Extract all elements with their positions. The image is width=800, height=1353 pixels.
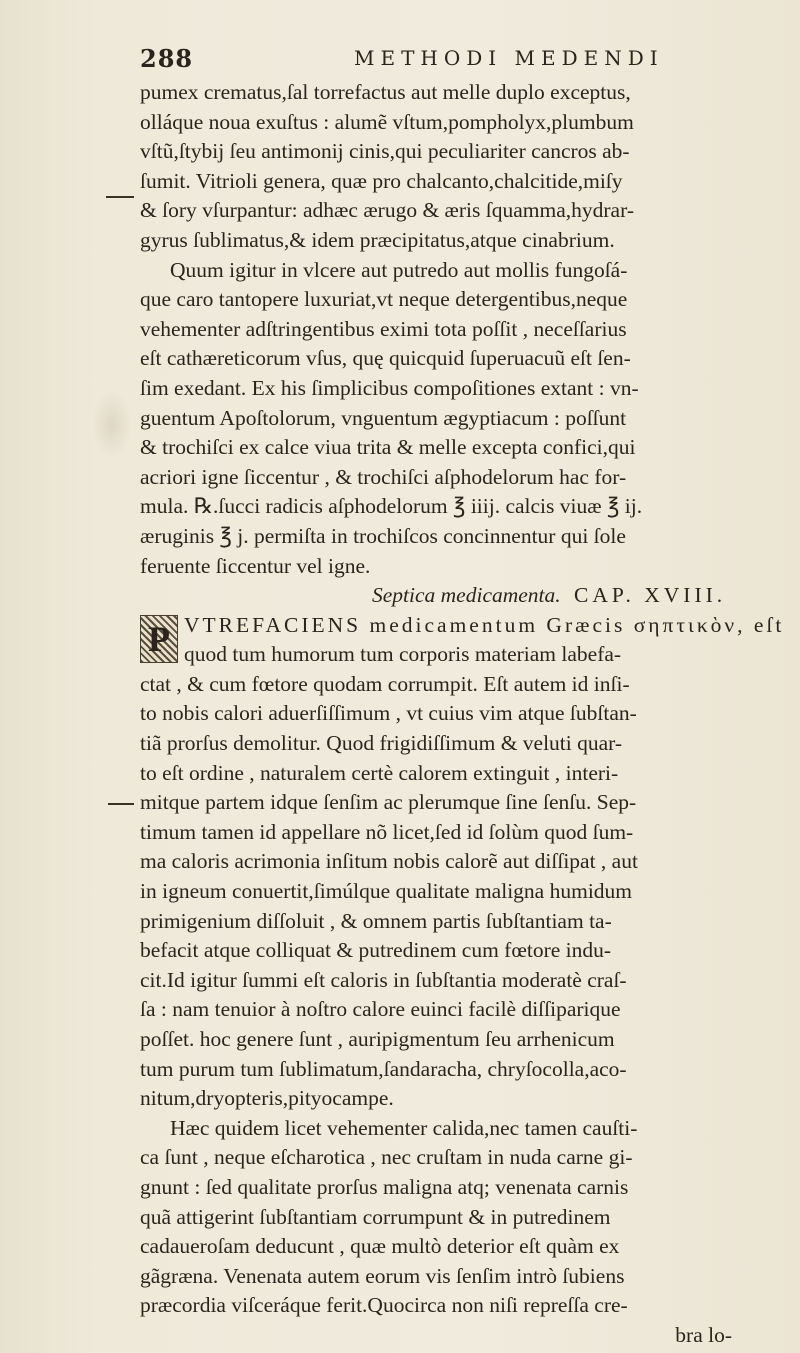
text-line: æruginis ℥ j. permiſta in trochiſcos concinnentur qui ſole <box>140 523 626 548</box>
text-line: quã attigerint ſubſtantiam corrumpunt & in putredinem <box>140 1204 611 1229</box>
text-line: ma caloris acrimonia inſitum nobis calorẽ aut diſſipat , aut <box>140 849 638 874</box>
text-line: mitque partem idque ſenſim ac plerumque ſine ſenſu. Sep- <box>140 790 637 815</box>
margin-mark <box>108 803 134 805</box>
text-line: VTREFACIENS medicamentum Græcis σηπτικὸν, eſt <box>184 612 785 637</box>
text-line: ſumit. Vitrioli genera, quæ pro chalcanto,chalcitide,miſy <box>140 168 623 193</box>
text-line: mula. ℞.ſucci radicis aſphodelorum ℥ iiij. calcis viuæ ℥ ij. <box>140 494 643 519</box>
paper-stain <box>92 390 132 460</box>
text-line: poſſet. hoc genere ſunt , auripigmentum ſeu arrhenicum <box>140 1027 615 1051</box>
text-line: tiã prorſus demolitur. Quod frigidiſſimum & veluti quar- <box>140 731 623 756</box>
text-line: tum purum tum ſublimatum,ſandaracha, chryſocolla,aco- <box>140 1056 627 1081</box>
text-line: quod tum humorum tum corporis materiam labefa- <box>184 642 622 667</box>
text-line: feruente ſiccentur vel igne. <box>140 553 371 578</box>
text-line: ca ſunt , neque eſcharotica , nec cruſtam in nuda carne gi- <box>140 1145 633 1170</box>
text-line: acriori igne ſiccentur , & trochiſci aſphodelorum hac for- <box>140 464 627 489</box>
drop-capital: P <box>140 615 178 663</box>
catchword: bra lo- <box>675 1322 732 1347</box>
text-line: ſim exedant. Ex his ſimplicibus compoſitiones extant : vn- <box>140 375 639 400</box>
running-head: METHODI MEDENDI <box>354 46 664 70</box>
text-line: eſt cathæreticorum vſus, quę quicquid ſuperuacuũ eſt ſen- <box>140 346 631 371</box>
text-line: in igneum conuertit,ſimúlque qualitate maligna humidum <box>140 879 633 904</box>
text-line: cadaueroſam deducunt , quæ multò deterior eſt quàm ex <box>140 1234 620 1259</box>
main-text <box>140 78 785 1351</box>
text-line: & ſory vſurpantur: adhæc ærugo & æris ſquamma,hydrar- <box>140 198 634 223</box>
text-line: gnunt : ſed qualitate prorſus maligna atq; venenata carnis <box>140 1174 629 1199</box>
text-line: befacit atque colliquat & putredinem cum fœtore indu- <box>140 938 612 963</box>
page-header <box>140 42 760 76</box>
chapter-heading <box>140 581 780 611</box>
text-line: præcordia viſceráque ferit.Quocirca non niſi repreſſa cre- <box>140 1293 628 1318</box>
text-line: nitum,dryopteris,pityocampe. <box>140 1086 394 1111</box>
text-line: Hæc quidem licet vehementer calida,nec tamen cauſti- <box>170 1115 638 1140</box>
text-line: vehementer adſtringentibus eximi tota poſſit , neceſſarius <box>140 316 627 341</box>
text-line: pumex crematus,ſal torrefactus aut melle duplo exceptus, <box>140 80 631 104</box>
text-line: que caro tantopere luxuriat,vt neque detergentibus,neque <box>140 287 628 312</box>
text-line: primigenium diſſoluit , & omnem partis ſubſtantiam ta- <box>140 908 612 933</box>
text-line: timum tamen id appellare nõ licet,ſed id ſolùm quod ſum- <box>140 819 634 844</box>
text-line: & trochiſci ex calce viua trita & melle excepta confici,qui <box>140 435 636 460</box>
text-line: guentum Apoſtolorum, vnguentum ægyptiacum : poſſunt <box>140 405 627 430</box>
text-line: gyrus ſublimatus,& idem præcipitatus,atque cinabrium. <box>140 227 615 252</box>
section-title: Septica medicamenta. <box>372 583 561 608</box>
margin-mark <box>106 196 134 198</box>
chapter-body <box>140 611 785 1351</box>
text-line: cit.Id igitur ſummi eſt caloris in ſubſtantia moderatè craſ- <box>140 967 627 992</box>
chapter-number: CAP. XVIII. <box>574 583 727 608</box>
text-line: to eſt ordine , naturalem certè calorem extinguit , interi- <box>140 760 619 785</box>
text-line: ſa : nam tenuior à noſtro calore euinci facilè diſſiparique <box>140 997 621 1022</box>
text-line: vſtũ,ſtybij ſeu antimonij cinis,qui peculiariter cancros ab- <box>140 139 630 164</box>
text-line: gãgræna. Venenata autem eorum vis ſenſim intrò ſubiens <box>140 1263 625 1288</box>
text-line: Quum igitur in vlcere aut putredo aut mollis fungoſá- <box>170 257 628 282</box>
page-number: 288 <box>140 44 194 73</box>
text-line: olláque noua exuſtus : alumẽ vſtum,pompholyx,plumbum <box>140 109 634 134</box>
text-line: ctat , & cum fœtore quodam corrumpit. Eſt autem id inſi- <box>140 671 630 696</box>
text-line: to nobis calori aduerſiſſimum , vt cuius vim atque ſubſtan- <box>140 701 637 726</box>
